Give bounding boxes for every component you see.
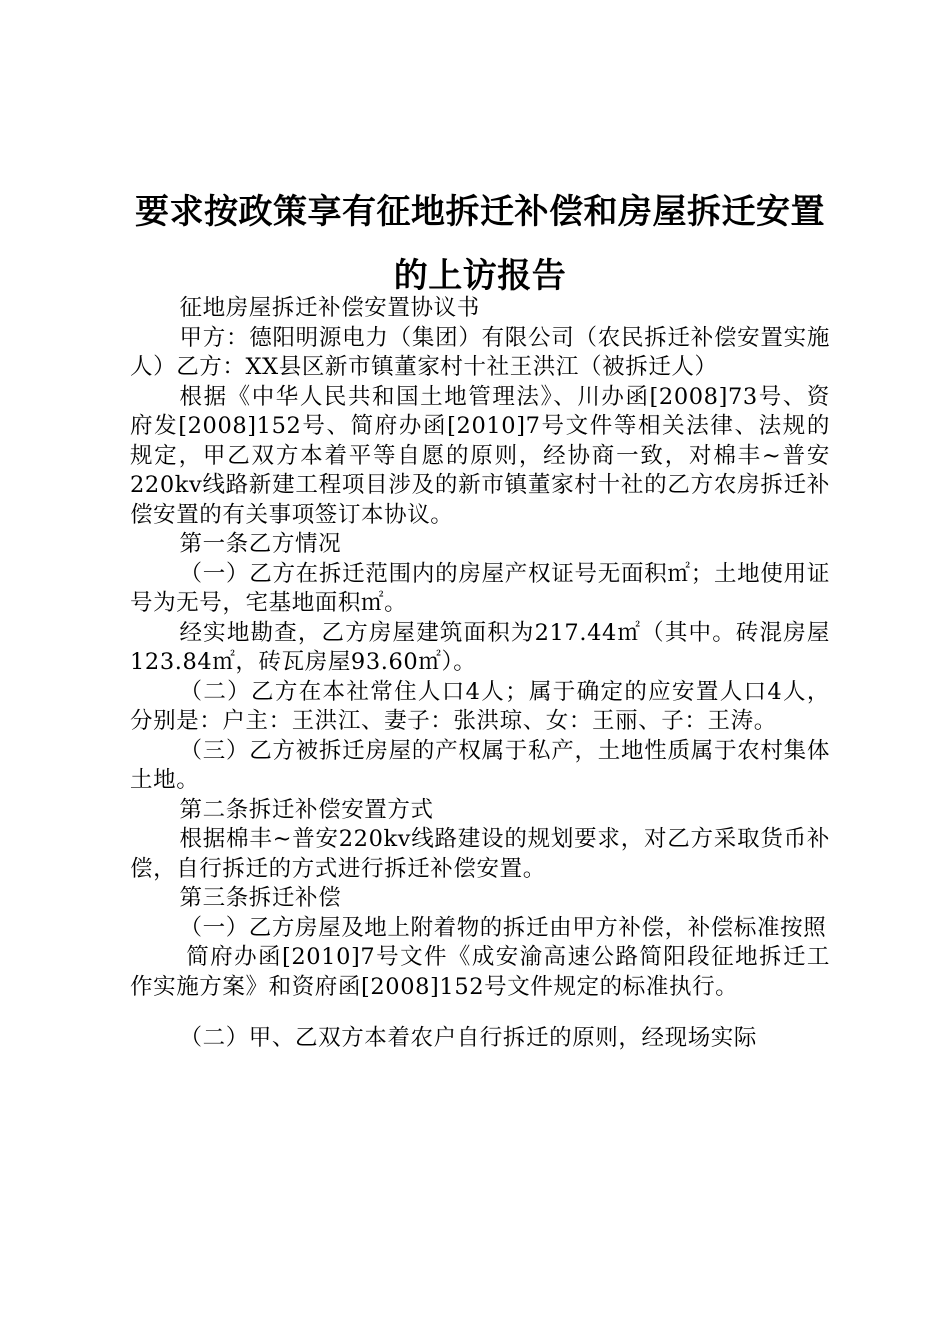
article-1-item-1: （一）乙方在拆迁范围内的房屋产权证号无面积㎡；土地使用证号为无号，宅基地面积㎡。 [130,560,830,616]
article-3-item-2: （二）甲、乙双方本着农户自行拆迁的原则，经现场实际 [179,1025,758,1051]
survey-paragraph: 经实地勘查，乙方房屋建筑面积为217.44㎡（其中。砖混房屋123.84㎡，砖瓦房屋93.60㎡）。 [130,619,830,675]
title-line-1: 要求按政策享有征地拆迁补偿和房屋拆迁安置 [135,192,825,232]
document-body [130,294,830,1054]
article-2-heading: 第二条拆迁补偿安置方式 [179,796,434,823]
title-line-2: 的上访报告 [393,256,567,296]
article-3-heading: 第三条拆迁补偿 [179,885,342,911]
article-1-item-2: （二）乙方在本社常住人口4人；属于确定的应安置人口4人，分别是：户主：王洪江、妻子：张洪琼、女：王丽、子：王涛。 [130,678,830,734]
standard-reference-paragraph: 简府办函[2010]7号文件《成安渝高速公路简阳段征地拆迁工作实施方案》和资府函[2008]152号文件规定的标准执行。 [130,944,830,1000]
agreement-heading: 征地房屋拆迁补偿安置协议书 [179,295,480,321]
document-title [120,180,840,308]
article-2-paragraph: 根据棉丰~普安220kv线路建设的规划要求，对乙方采取货币补偿，自行拆迁的方式进行拆迁补偿安置。 [130,826,830,882]
basis-paragraph: 根据《中华人民共和国土地管理法》、川办函[2008]73号、资府发[2008]152号、简府办函[2010]7号文件等相关法律、法规的规定，甲乙双方本着平等自愿的原则，经协商一致，对棉丰~普安220kv线路新建工程项目涉及的新市镇董家村十社的乙方农房拆迁补偿安置的有关事项签订本协议。 [130,383,830,528]
article-3-item-1: （一）乙方房屋及地上附着物的拆迁由甲方补偿，补偿标准按照 [179,914,827,941]
parties-paragraph: 甲方：德阳明源电力（集团）有限公司（农民拆迁补偿安置实施人）乙方：XX县区新市镇董家村十社王洪江（被拆迁人） [130,324,830,380]
article-1-item-3: （三）乙方被拆迁房屋的产权属于私产，土地性质属于农村集体土地。 [130,737,830,793]
article-1-heading: 第一条乙方情况 [179,531,342,557]
